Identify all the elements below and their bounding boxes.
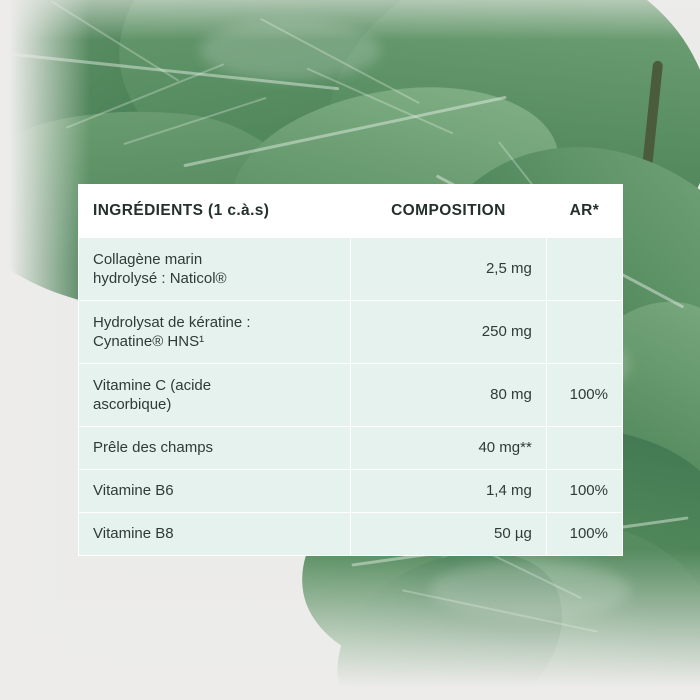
cell-ingredient xyxy=(79,300,351,363)
table-row xyxy=(79,237,623,300)
nutrition-table-container xyxy=(78,184,623,556)
cell-ingredient xyxy=(79,363,351,426)
cell-composition: 40 mg** xyxy=(351,426,547,469)
background-gradient-bottom xyxy=(0,550,700,700)
cell-composition: 50 µg xyxy=(351,512,547,555)
table-row xyxy=(79,300,623,363)
column-header-ar: AR* xyxy=(546,185,622,238)
cell-ar: 100% xyxy=(546,512,622,555)
cell-ar: 100% xyxy=(546,469,622,512)
table-row xyxy=(79,512,623,555)
cell-ar xyxy=(546,426,622,469)
ingredient-line-2: ascorbique) xyxy=(93,395,172,413)
column-header-composition: COMPOSITION xyxy=(351,185,547,238)
ingredient-line-1: Vitamine C (acide xyxy=(93,376,212,394)
ingredient-line-2: Cynatine® HNS¹ xyxy=(93,332,205,350)
table-body xyxy=(79,237,623,555)
cell-composition: 2,5 mg xyxy=(351,237,547,300)
table-row xyxy=(79,363,623,426)
cell-composition: 1,4 mg xyxy=(351,469,547,512)
cell-composition: 250 mg xyxy=(351,300,547,363)
ingredients-table xyxy=(78,184,623,556)
cell-ar: 100% xyxy=(546,363,622,426)
cell-ingredient: Vitamine B6 xyxy=(79,469,351,512)
background-gradient-top xyxy=(0,0,700,40)
cell-ar xyxy=(546,300,622,363)
ingredient-line-2: hydrolysé : Naticol® xyxy=(93,269,227,287)
cell-composition: 80 mg xyxy=(351,363,547,426)
cell-ingredient: Prêle des champs xyxy=(79,426,351,469)
table-header-row xyxy=(79,185,623,238)
column-header-ingredients: INGRÉDIENTS (1 c.à.s) xyxy=(79,185,351,238)
table-header xyxy=(79,185,623,238)
cell-ingredient xyxy=(79,237,351,300)
ingredient-line-1: Collagène marin xyxy=(93,250,203,268)
table-row xyxy=(79,426,623,469)
cell-ar xyxy=(546,237,622,300)
table-row xyxy=(79,469,623,512)
ingredient-line-1: Hydrolysat de kératine : xyxy=(93,313,251,331)
cell-ingredient: Vitamine B8 xyxy=(79,512,351,555)
